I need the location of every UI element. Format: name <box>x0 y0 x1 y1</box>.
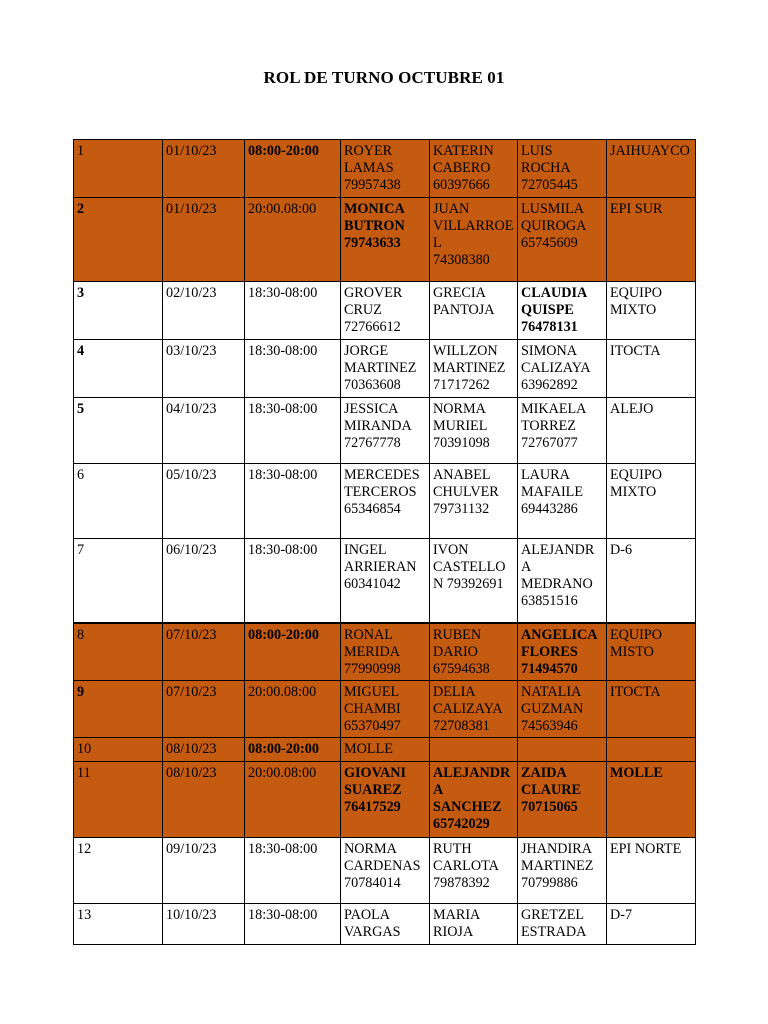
cell-staff-3: LAURA MAFAILE 69443286 <box>518 464 607 539</box>
cell-staff-3: ANGELICA FLORES 71494570 <box>518 623 607 681</box>
cell-staff-2: JUAN VILLARROEL 74308380 <box>430 198 518 282</box>
table-row <box>74 539 696 623</box>
cell-staff-3: SIMONA CALIZAYA 63962892 <box>518 340 607 398</box>
cell-schedule: 18:30-08:00 <box>245 904 341 945</box>
cell-number: 1 <box>74 140 163 198</box>
cell-staff-1: INGEL ARRIERAN 60341042 <box>341 539 430 623</box>
table-row <box>74 140 696 198</box>
cell-date: 10/10/23 <box>163 904 245 945</box>
cell-staff-3: CLAUDIA QUISPE 76478131 <box>518 282 607 340</box>
cell-schedule: 20:00.08:00 <box>245 198 341 282</box>
cell-staff-1: MIGUEL CHAMBI 65370497 <box>341 681 430 738</box>
cell-schedule: 18:30-08:00 <box>245 464 341 539</box>
cell-staff-3: LUIS ROCHA 72705445 <box>518 140 607 198</box>
cell-staff-3: JHANDIRA MARTINEZ 70799886 <box>518 838 607 904</box>
table-row <box>74 282 696 340</box>
cell-date: 04/10/23 <box>163 398 245 464</box>
cell-staff-3: NATALIA GUZMAN 74563946 <box>518 681 607 738</box>
cell-schedule: 18:30-08:00 <box>245 340 341 398</box>
cell-number: 9 <box>74 681 163 738</box>
cell-location: EQUIPO MISTO <box>607 623 696 681</box>
cell-staff-2: ALEJANDRA SANCHEZ 65742029 <box>430 762 518 838</box>
table-row <box>74 738 696 762</box>
table-row <box>74 398 696 464</box>
cell-staff-1: MONICA BUTRON 79743633 <box>341 198 430 282</box>
cell-date: 02/10/23 <box>163 282 245 340</box>
cell-date: 07/10/23 <box>163 681 245 738</box>
cell-schedule: 18:30-08:00 <box>245 838 341 904</box>
cell-location: ITOCTA <box>607 340 696 398</box>
cell-schedule: 08:00-20:00 <box>245 623 341 681</box>
cell-number: 2 <box>74 198 163 282</box>
cell-schedule: 18:30-08:00 <box>245 398 341 464</box>
cell-staff-1: JESSICA MIRANDA 72767778 <box>341 398 430 464</box>
cell-staff-2: DELIA CALIZAYA 72708381 <box>430 681 518 738</box>
cell-staff-1: MERCEDES TERCEROS 65346854 <box>341 464 430 539</box>
table-row <box>74 623 696 681</box>
cell-number: 4 <box>74 340 163 398</box>
cell-staff-2 <box>430 738 518 762</box>
cell-schedule: 08:00-20:00 <box>245 738 341 762</box>
cell-schedule: 08:00-20:00 <box>245 140 341 198</box>
cell-staff-2: RUBEN DARIO 67594638 <box>430 623 518 681</box>
cell-schedule: 20:00.08:00 <box>245 762 341 838</box>
cell-staff-2: ANABEL CHULVER 79731132 <box>430 464 518 539</box>
cell-date: 01/10/23 <box>163 198 245 282</box>
cell-staff-3: ZAIDA CLAURE 70715065 <box>518 762 607 838</box>
cell-date: 08/10/23 <box>163 738 245 762</box>
cell-date: 05/10/23 <box>163 464 245 539</box>
table-row <box>74 762 696 838</box>
cell-staff-1: PAOLA VARGAS <box>341 904 430 945</box>
cell-date: 03/10/23 <box>163 340 245 398</box>
cell-location: EQUIPO MIXTO <box>607 464 696 539</box>
table-row <box>74 198 696 282</box>
cell-location: ITOCTA <box>607 681 696 738</box>
cell-date: 06/10/23 <box>163 539 245 623</box>
cell-staff-1: JORGE MARTINEZ 70363608 <box>341 340 430 398</box>
cell-staff-3: LUSMILA QUIROGA 65745609 <box>518 198 607 282</box>
cell-staff-2: MARIA RIOJA <box>430 904 518 945</box>
cell-location: ALEJO <box>607 398 696 464</box>
cell-staff-2: NORMA MURIEL 70391098 <box>430 398 518 464</box>
cell-staff-1: NORMA CARDENAS 70784014 <box>341 838 430 904</box>
cell-staff-3: GRETZEL ESTRADA <box>518 904 607 945</box>
cell-location: D-7 <box>607 904 696 945</box>
cell-number: 6 <box>74 464 163 539</box>
cell-number: 13 <box>74 904 163 945</box>
cell-date: 09/10/23 <box>163 838 245 904</box>
cell-date: 01/10/23 <box>163 140 245 198</box>
shift-roster-table <box>73 139 696 945</box>
cell-number: 5 <box>74 398 163 464</box>
cell-staff-1: ROYER LAMAS 79957438 <box>341 140 430 198</box>
cell-staff-1: GIOVANI SUAREZ 76417529 <box>341 762 430 838</box>
cell-location: EQUIPO MIXTO <box>607 282 696 340</box>
cell-schedule: 18:30-08:00 <box>245 539 341 623</box>
table-row <box>74 838 696 904</box>
cell-number: 8 <box>74 623 163 681</box>
cell-number: 11 <box>74 762 163 838</box>
cell-staff-2: KATERIN CABERO 60397666 <box>430 140 518 198</box>
table-row <box>74 340 696 398</box>
cell-number: 10 <box>74 738 163 762</box>
table-row <box>74 681 696 738</box>
cell-location: JAIHUAYCO <box>607 140 696 198</box>
table-row <box>74 464 696 539</box>
table-row <box>74 904 696 945</box>
cell-schedule: 20:00.08:00 <box>245 681 341 738</box>
cell-number: 7 <box>74 539 163 623</box>
cell-location <box>607 738 696 762</box>
cell-staff-2: GRECIA PANTOJA <box>430 282 518 340</box>
document-title: ROL DE TURNO OCTUBRE 01 <box>263 68 505 87</box>
cell-staff-3: ALEJANDRA MEDRANO 63851516 <box>518 539 607 623</box>
cell-location: D-6 <box>607 539 696 623</box>
cell-location: EPI SUR <box>607 198 696 282</box>
cell-location: MOLLE <box>607 762 696 838</box>
cell-number: 3 <box>74 282 163 340</box>
cell-staff-1: MOLLE <box>341 738 430 762</box>
cell-date: 07/10/23 <box>163 623 245 681</box>
cell-staff-2: WILLZON MARTINEZ 71717262 <box>430 340 518 398</box>
cell-location: EPI NORTE <box>607 838 696 904</box>
cell-staff-2: IVON CASTELLON 79392691 <box>430 539 518 623</box>
cell-number: 12 <box>74 838 163 904</box>
cell-staff-2: RUTH CARLOTA 79878392 <box>430 838 518 904</box>
cell-schedule: 18:30-08:00 <box>245 282 341 340</box>
cell-staff-3 <box>518 738 607 762</box>
cell-date: 08/10/23 <box>163 762 245 838</box>
cell-staff-3: MIKAELA TORREZ 72767077 <box>518 398 607 464</box>
cell-staff-1: RONAL MERIDA 77990998 <box>341 623 430 681</box>
cell-staff-1: GROVER CRUZ 72766612 <box>341 282 430 340</box>
